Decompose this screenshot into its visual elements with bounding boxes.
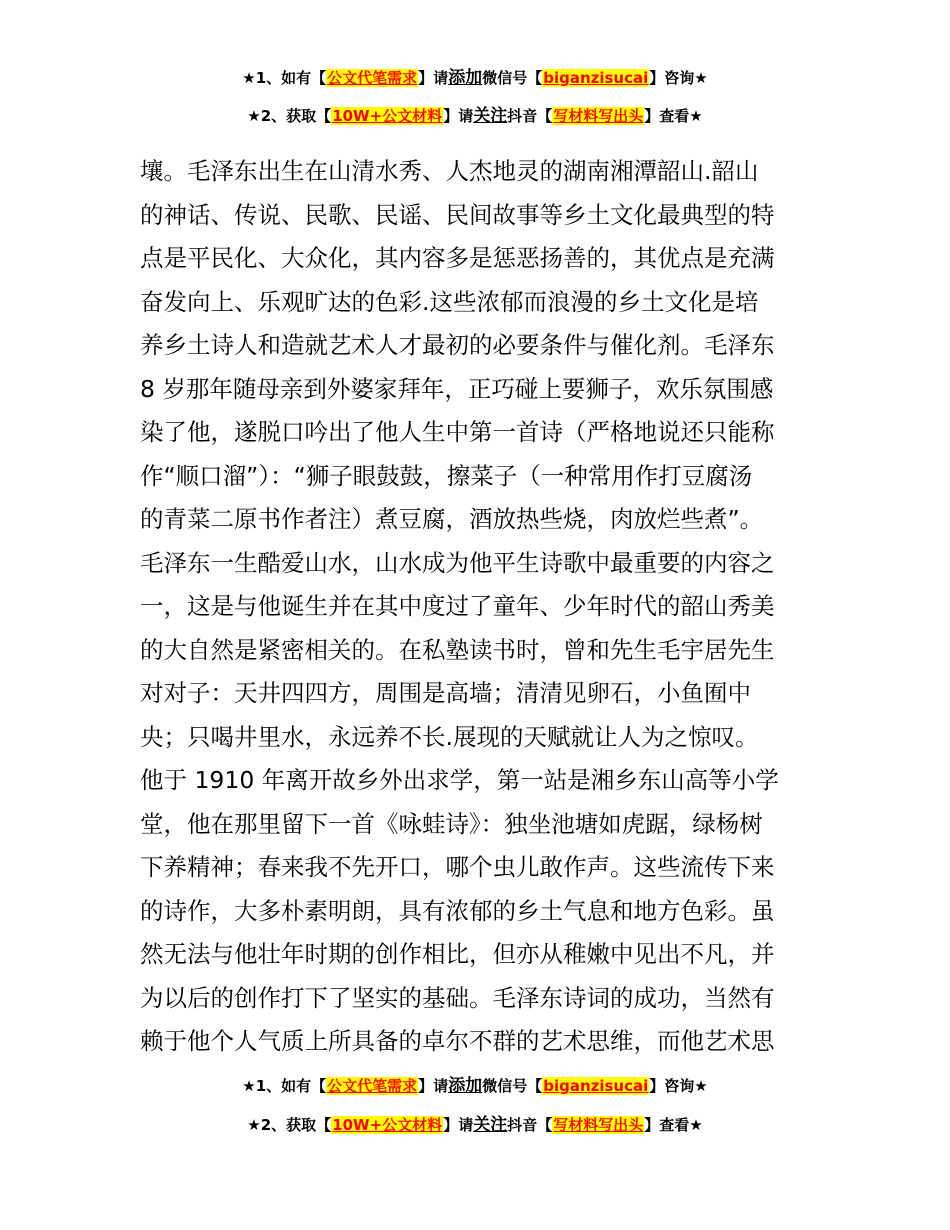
header-1-mid2: 微信号【 <box>482 69 543 87</box>
body-line: 的神话、传说、民歌、民谣、民间故事等乡土文化最典型的特 <box>140 200 775 229</box>
body-line: 作“顺口溜”）：“狮子眼鼓鼓，擦菜子（一种常用作打豆腐汤 <box>140 461 753 490</box>
header-2-highlight: 10W+公文材料 <box>332 107 443 125</box>
footer-promo-line-1 <box>0 1076 950 1096</box>
header-2-highlight2: 写材料写出头 <box>553 107 644 125</box>
header-2-emph: 关注 <box>473 106 508 126</box>
footer-2-emph: 关注 <box>473 1115 508 1135</box>
header-1-emph: 添加 <box>448 68 483 88</box>
header-1-highlight2: biganzisucai <box>543 69 649 87</box>
body-line: 央；只喝井里水，永远养不长.展现的天赋就让人为之惊叹。 <box>140 722 759 751</box>
header-1-highlight: 公文代笔需求 <box>327 69 418 87</box>
body-line: 对对子：天井四四方，周围是高墙；清清见卵石，小鱼囿中 <box>140 679 751 707</box>
body-line: 壤。毛泽东出生在山清水秀、人杰地灵的湖南湘潭韶山.韶山 <box>140 157 759 185</box>
body-line: 养乡土诗人和造就艺术人才最初的必要条件与催化剂。毛泽东 <box>140 331 775 359</box>
body-line: 染了他，遂脱口吟出了他人生中第一首诗（严格地说还只能称 <box>140 418 775 446</box>
body-line: 他于 1910 年离开故乡外出求学，第一站是湘乡东山高等小学 <box>140 766 779 794</box>
footer-1-mid1: 】请 <box>418 1077 449 1095</box>
header-2-mid1: 】请 <box>443 107 474 125</box>
header-2-mid2: 抖音【 <box>507 107 553 125</box>
header-1-prefix: ★1、如有【 <box>242 69 327 87</box>
body-paragraph <box>140 150 820 1064</box>
footer-2-highlight2: 写材料写出头 <box>553 1116 644 1134</box>
header-2-prefix: ★2、获取【 <box>247 107 332 125</box>
body-line: 毛泽东一生酷爱山水，山水成为他平生诗歌中最重要的内容之 <box>140 548 775 577</box>
footer-2-mid1: 】请 <box>443 1116 474 1134</box>
footer-1-mid2: 微信号【 <box>482 1077 543 1095</box>
body-line: 为以后的创作打下了坚实的基础。毛泽东诗词的成功，当然有 <box>140 983 775 1012</box>
footer-2-mid2: 抖音【 <box>507 1116 553 1134</box>
header-1-suffix: 】咨询★ <box>649 69 708 87</box>
footer-promo-line-2 <box>0 1115 950 1135</box>
footer-2-suffix: 】查看★ <box>644 1116 703 1134</box>
footer-1-suffix: 】咨询★ <box>649 1077 708 1095</box>
body-line: 奋发向上、乐观旷达的色彩.这些浓郁而浪漫的乡土文化是培 <box>140 287 759 316</box>
body-line: 赖于他个人气质上所具备的卓尔不群的艺术思维，而他艺术思 <box>140 1027 775 1055</box>
body-line: 的大自然是紧密相关的。在私塾读书时，曾和先生毛宇居先生 <box>140 635 775 664</box>
body-line: 的诗作，大多朴素明朗，具有浓郁的乡土气息和地方色彩。虽 <box>140 896 775 925</box>
header-2-suffix: 】查看★ <box>644 107 703 125</box>
footer-1-highlight: 公文代笔需求 <box>327 1077 418 1095</box>
header-1-mid1: 】请 <box>418 69 449 87</box>
body-line: 下养精神；春来我不先开口，哪个虫儿敢作声。这些流传下来 <box>140 853 775 881</box>
body-line: 的青菜二原书作者注）煮豆腐，酒放热些烧，肉放烂些煮”。 <box>140 505 764 533</box>
body-line: 点是平民化、大众化，其内容多是惩恶扬善的，其优点是充满 <box>140 244 775 272</box>
footer-2-prefix: ★2、获取【 <box>247 1116 332 1134</box>
footer-1-prefix: ★1、如有【 <box>242 1077 327 1095</box>
footer-1-emph: 添加 <box>448 1076 483 1096</box>
header-promo-line-2 <box>0 106 950 126</box>
body-line: 8 岁那年随母亲到外婆家拜年，正巧碰上要狮子，欢乐氛围感 <box>140 374 774 403</box>
body-line: 堂，他在那里留下一首《咏蛙诗》：独坐池塘如虎踞，绿杨树 <box>140 809 763 838</box>
header-promo-line-1 <box>0 68 950 88</box>
body-line: 一，这是与他诞生并在其中度过了童年、少年时代的韶山秀美 <box>140 592 775 620</box>
body-line: 然无法与他壮年时期的创作相比，但亦从稚嫩中见出不凡，并 <box>140 940 775 968</box>
footer-1-highlight2: biganzisucai <box>543 1077 649 1095</box>
footer-2-highlight: 10W+公文材料 <box>332 1116 443 1134</box>
